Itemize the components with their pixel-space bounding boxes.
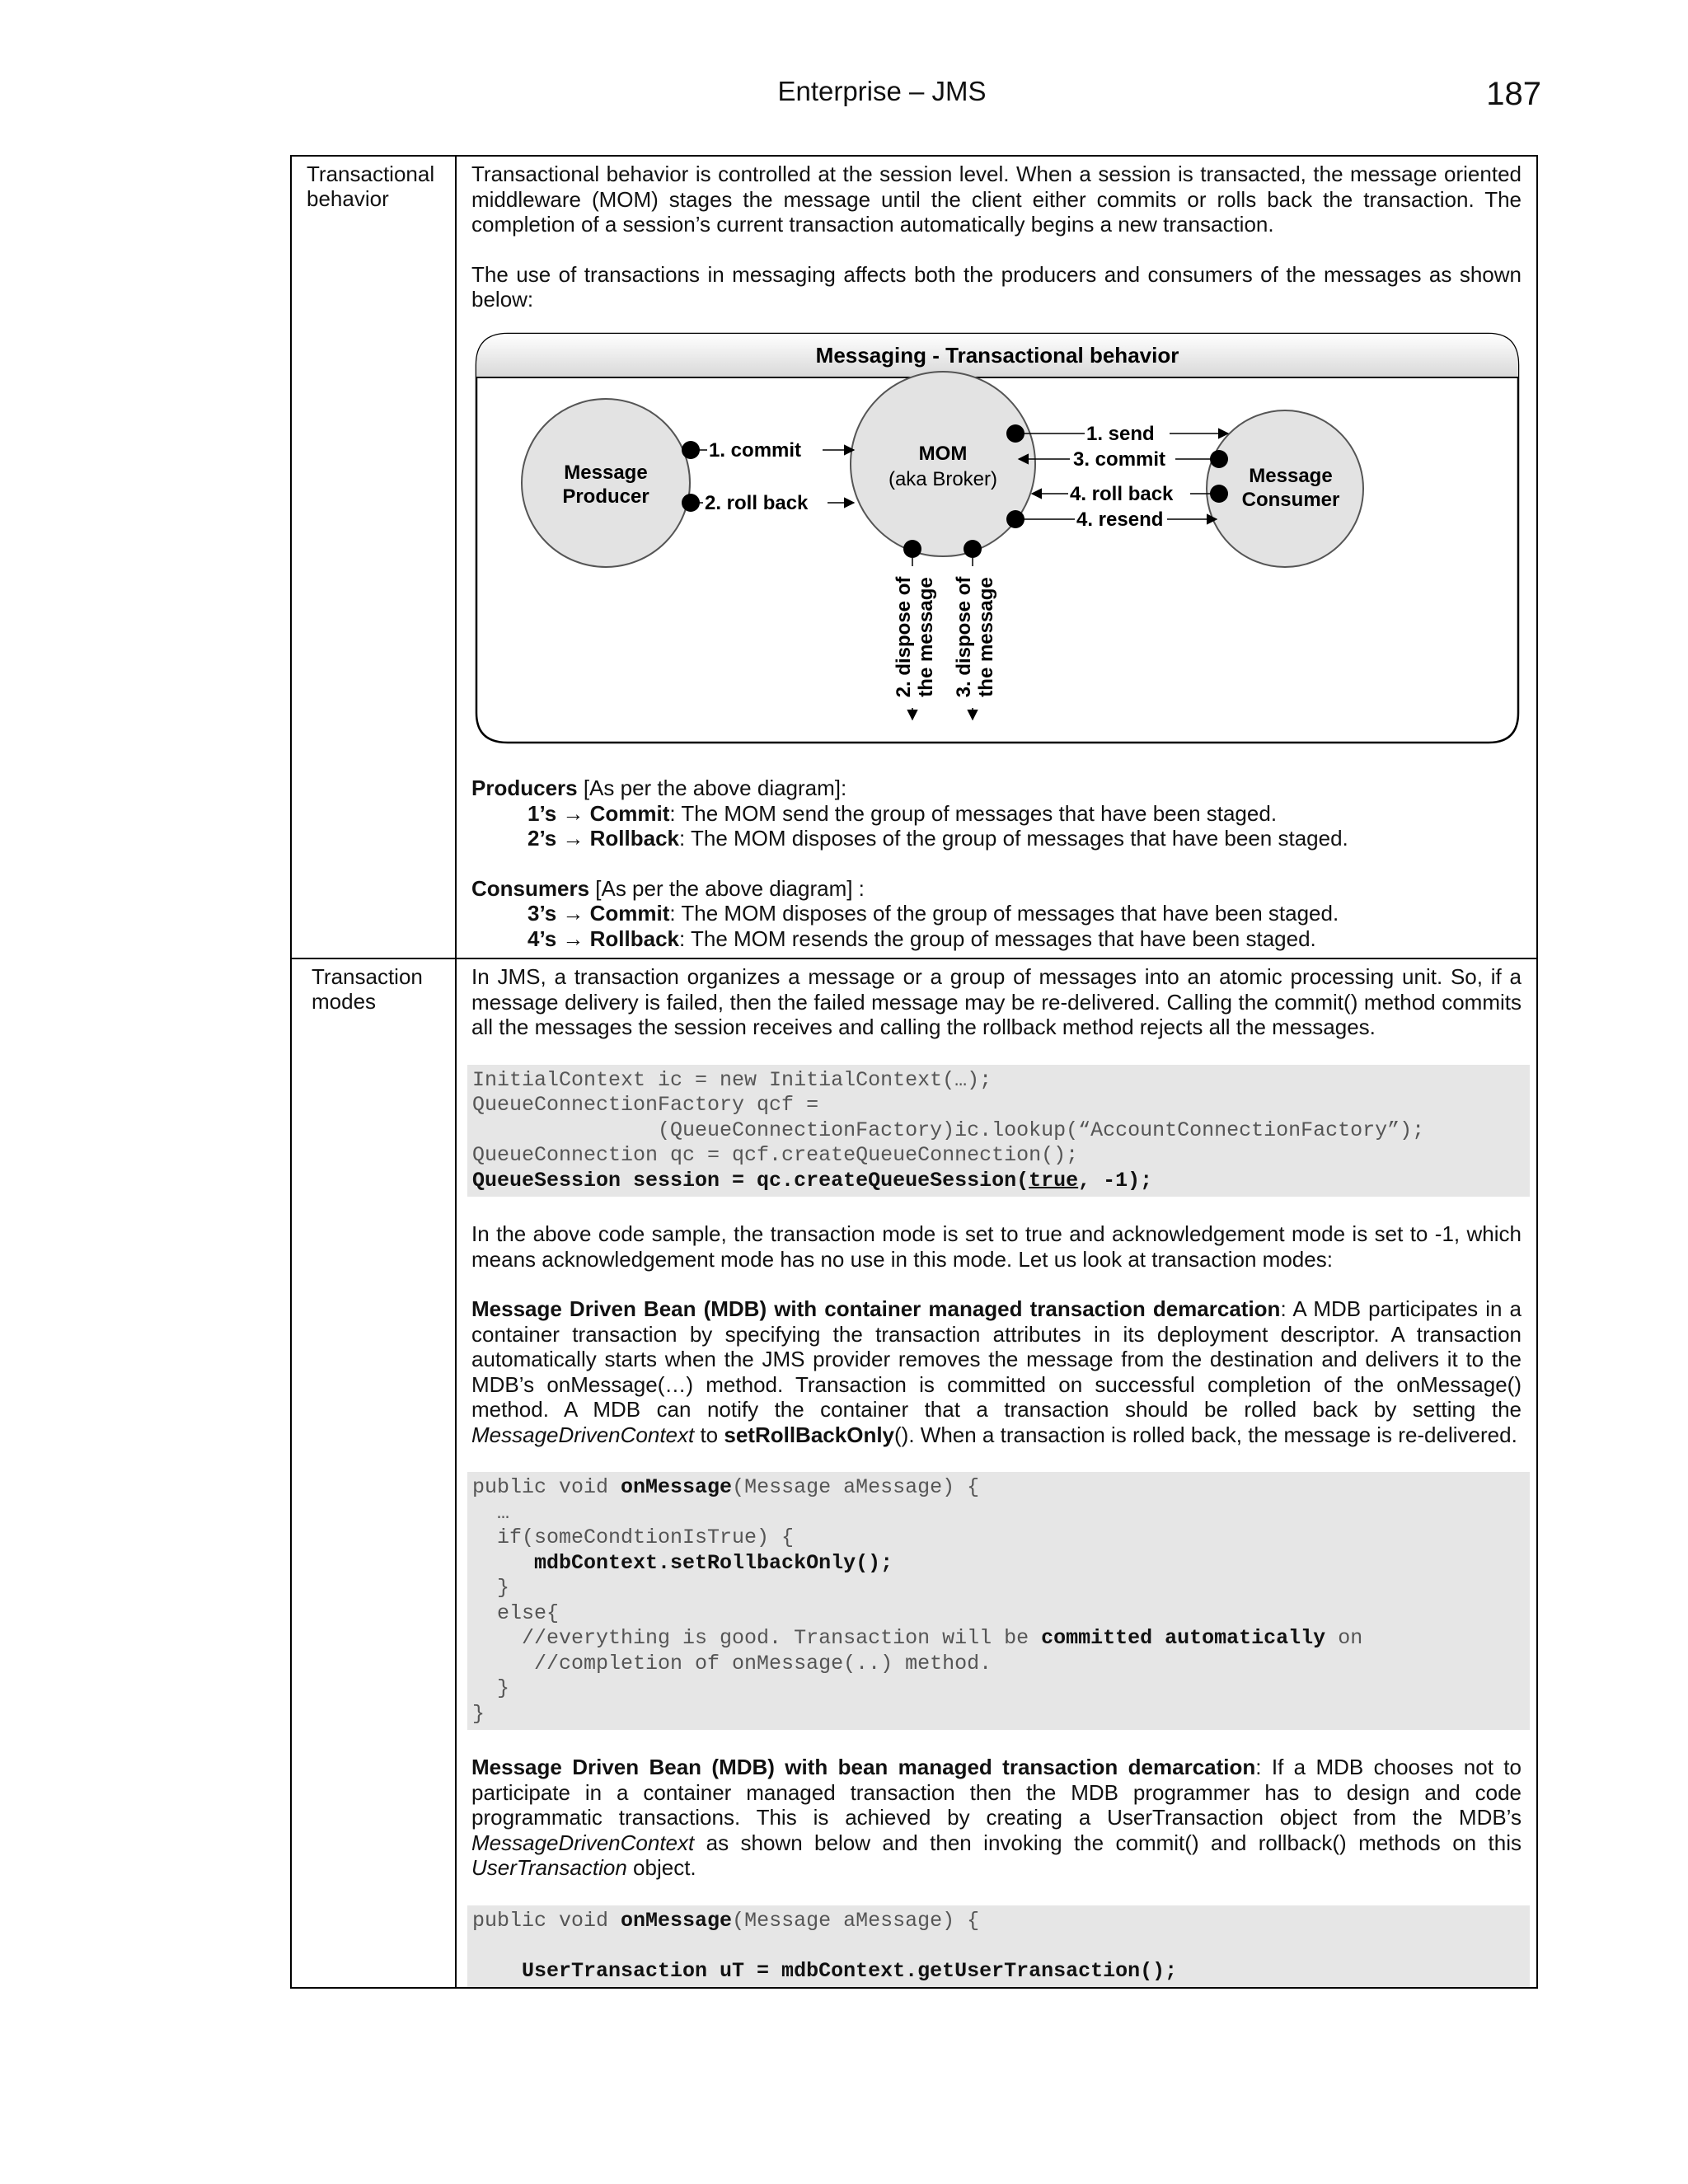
paragraph: In the above code sample, the transaction mode is set to true and acknowledgement mode is set to -1, which means acknowledgement mode has no use in this mode. Let us look at transaction modes: [471,1221,1522,1272]
arrow-label: 4. resend [1076,508,1164,531]
arrow-label: 3. commit [1073,448,1166,471]
table-row [291,958,1537,1988]
arrow-label: 4. roll back [1070,482,1174,505]
list-item: 2’s → Rollback: The MOM disposes of the group of messages that have been staged. [528,826,1348,851]
mom-label: (aka Broker) [888,467,998,490]
arrow-label: the message [975,576,997,697]
diagram-title: Messaging - Transactional behavior [815,342,1179,368]
row-content [456,156,1537,958]
transaction-diagram [475,332,1522,752]
paragraph: The use of transactions in messaging affects both the producers and consumers of the messages as shown below: [471,261,1522,312]
diagram-svg [475,332,1522,746]
arrow-label: 2. dispose of [893,576,915,697]
consumer-label: Consumer [1241,488,1340,511]
page-header [0,76,1688,117]
list-item: 1’s → Commit: The MOM send the group of messages that have been staged. [528,800,1278,826]
mom-broker-node [851,372,1035,556]
consumer-label: Message [1249,464,1333,487]
row-label-line: modes [312,989,377,1014]
paragraph: Message Driven Bean (MDB) with container managed transaction demarcation: A MDB participates in a container transaction by specifying the transaction attributes in its deployment descriptor. A transaction automatically starts when the JMS provider removes the message from the destination and delivers it to the MDB’s onMessage(…) method. Transaction is committed on successful completion of the onMessage() method. A MDB can notify the container that a transaction should be rolled back by setting the MessageDrivenContext to setRollBackOnly(). When a transaction is rolled back, the message is re-delivered. [471,1296,1522,1447]
paragraph: In JMS, a transaction organizes a message or a group of messages into an atomic processing unit. So, if a message delivery is failed, then the failed message may be re-delivered. Calling the commit() method commits all the messages the session receives and calling the rollback method rejects all the messages. [471,964,1522,1039]
arrow-label: 3. dispose of [953,576,975,697]
page-number: 187 [1486,76,1541,112]
content-table [290,155,1538,1989]
arrow-label: 1. commit [709,438,802,462]
row-label [291,958,456,1988]
producers-heading: Producers [As per the above diagram]: [471,776,847,800]
page-title: Enterprise – JMS [777,76,987,106]
row-label [291,156,456,958]
arrow-label: 2. roll back [705,491,809,514]
producer-label: Message [564,461,648,484]
row-label-line: Transactional [307,162,435,186]
arrow-label: the message [915,576,937,697]
message-consumer-node [1207,410,1363,567]
table-row [291,156,1537,958]
producer-label: Producer [562,485,649,508]
paragraph: Message Driven Bean (MDB) with bean managed transaction demarcation: If a MDB chooses not to participate in a container managed transaction then the MDB programmer has to design and code programmatic transactions. This is achieved by creating a UserTransaction object from the MDB’s MessageDrivenContext as shown below and then invoking the commit() and rollback() methods on this UserTransaction object. [471,1755,1522,1880]
paragraph: Transactional behavior is controlled at the session level. When a session is transacted, the message oriented middleware (MOM) stages the message until the client either commits or rolls back the transaction. The completion of a session’s current transaction automatically begins a new transaction. [471,162,1522,237]
mom-label: MOM [918,442,968,465]
code-block: public void onMessage(Message aMessage) { UserTransaction uT = mdbContext.getUserTransaction(); [467,1905,1530,1988]
code-block: InitialContext ic = new InitialContext(…); QueueConnectionFactory qcf = (QueueConnectionFactory)ic.lookup(“AccountConnectionFactory”); QueueConnection qc = qcf.createQueueConnection(); QueueSession session = qc.createQueueSession(true, -1); [467,1065,1530,1197]
row-content [456,958,1537,1988]
list-item: 4’s → Rollback: The MOM resends the group of messages that have been staged. [528,926,1316,951]
code-block: public void onMessage(Message aMessage) { … if(someCondtionIsTrue) { mdbContext.setRollbackOnly(); } else{ //everything is good. Transaction will be committed automatically on //completion of onMessage(..) method. } } [467,1472,1530,1730]
row-label-line: behavior [307,186,389,211]
arrow-label: 1. send [1086,422,1155,445]
message-producer-node [522,399,690,567]
list-item: 3’s → Commit: The MOM disposes of the group of messages that have been staged. [528,901,1339,926]
row-label-line: Transaction [312,964,423,989]
consumers-heading: Consumers [As per the above diagram] : [471,875,865,901]
